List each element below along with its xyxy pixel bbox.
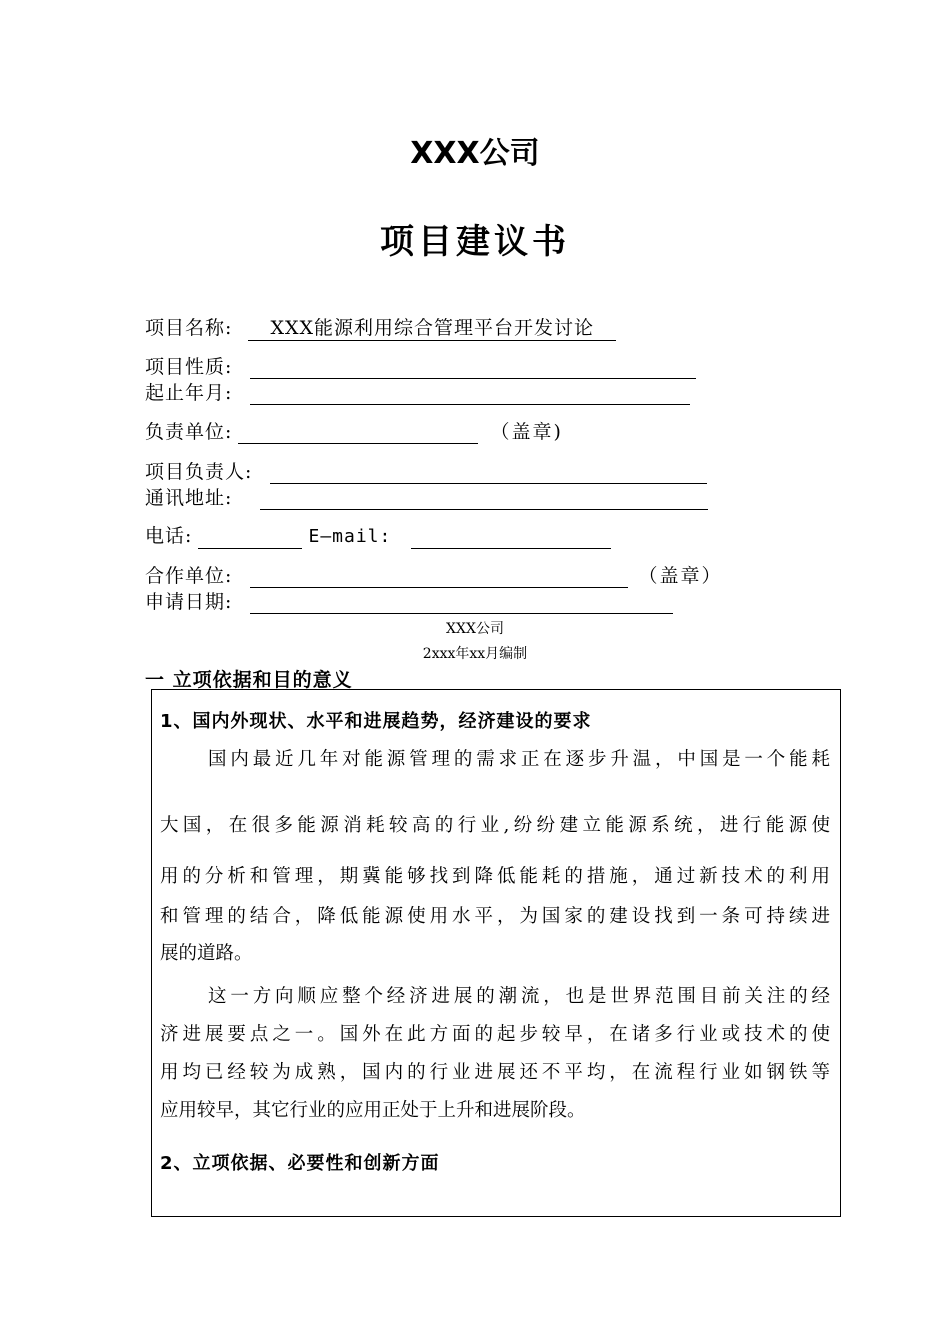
sub-heading-2: 2、立项依据、必要性和创新方面 xyxy=(160,1153,440,1174)
paragraph-1-line: 国内最近几年对能源管理的需求正在逐步升温，中国是一个能耗 xyxy=(208,749,830,770)
address-row xyxy=(145,486,708,510)
paragraph-2-line: 这一方向顺应整个经济进展的潮流，也是世界范围目前关注的经 xyxy=(208,986,830,1007)
unit-seal: （盖章) xyxy=(490,421,563,443)
project-name-row xyxy=(145,316,616,341)
period-field[interactable] xyxy=(250,382,690,405)
apply-date-field[interactable] xyxy=(250,591,673,614)
footer-date: 2xxx年xx月编制 xyxy=(422,646,528,662)
leader-row xyxy=(145,460,707,484)
sub-heading-1: 1、国内外现状、水平和进展趋势，经济建设的要求 xyxy=(160,711,592,732)
project-nature-label: 项目性质: xyxy=(145,356,233,378)
paragraph-1-line: 展的道路。 xyxy=(160,943,253,964)
paragraph-1-line: 用的分析和管理，期冀能够找到降低能耗的措施，通过新技术的利用 xyxy=(160,866,830,887)
email-field[interactable] xyxy=(411,526,611,549)
leader-field[interactable] xyxy=(270,461,707,484)
paragraph-2-line: 济进展要点之一。国外在此方面的起步较早，在诸多行业或技术的使 xyxy=(160,1024,830,1045)
contact-row xyxy=(145,524,611,549)
apply-date-label: 申请日期: xyxy=(145,591,233,613)
apply-date-row xyxy=(145,590,673,614)
paragraph-2-line: 用均已经较为成熟，国内的行业进展还不平均，在流程行业如钢铁等 xyxy=(160,1062,830,1083)
unit-row xyxy=(145,420,563,444)
project-nature-field[interactable] xyxy=(250,356,696,379)
section-heading: 一 立项依据和目的意义 xyxy=(145,669,353,691)
paragraph-1-line: 和管理的结合，降低能源使用水平，为国家的建设找到一条可持续进 xyxy=(160,906,830,927)
address-field[interactable] xyxy=(260,487,708,510)
footer-company: XXX公司 xyxy=(446,621,504,637)
project-name-value[interactable]: XXX能源利用综合管理平台开发讨论 xyxy=(248,316,616,341)
document-title: 项目建议书 xyxy=(380,222,570,262)
address-label: 通讯地址: xyxy=(145,487,233,509)
phone-label: 电话: xyxy=(145,525,193,547)
project-nature-row xyxy=(145,355,696,379)
company-name: XXX公司 xyxy=(410,136,540,171)
paragraph-2-line: 应用较早，其它行业的应用正处于上升和进展阶段。 xyxy=(160,1100,586,1121)
unit-label: 负责单位: xyxy=(145,421,233,443)
paragraph-1-line: 大国，在很多能源消耗较高的行业,纷纷建立能源系统，进行能源使 xyxy=(160,815,830,836)
project-name-label: 项目名称: xyxy=(145,317,233,339)
partner-label: 合作单位: xyxy=(145,565,233,587)
partner-seal: （盖章） xyxy=(638,565,723,587)
period-label: 起止年月: xyxy=(145,382,233,404)
phone-field[interactable] xyxy=(198,526,302,549)
partner-field[interactable] xyxy=(250,565,628,588)
period-row xyxy=(145,381,690,405)
leader-label: 项目负责人: xyxy=(145,461,253,483)
email-label: E—mail: xyxy=(308,526,392,547)
partner-row xyxy=(145,564,723,588)
unit-field[interactable] xyxy=(238,421,478,444)
